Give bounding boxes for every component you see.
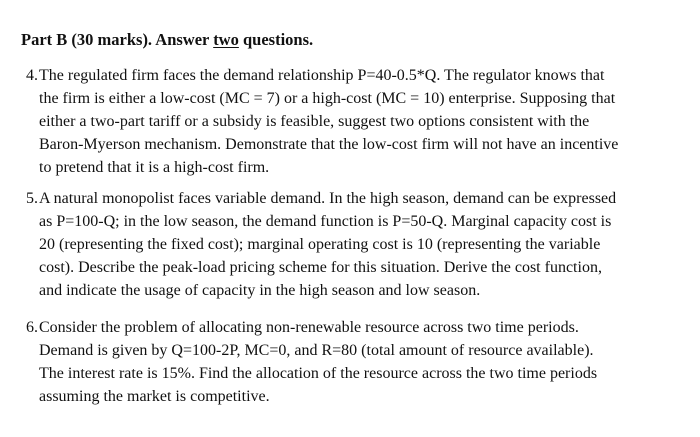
question-line: either a two-part tariff or a subsidy is feasible, suggest two options consistent with the	[39, 113, 590, 130]
question-line: Consider the problem of allocating non-renewable resource across two time periods.	[39, 319, 579, 336]
heading-prefix: Part B (30 marks). Answer	[21, 30, 214, 49]
question-line: A natural monopolist faces variable demand. In the high season, demand can be expressed	[39, 190, 617, 207]
question-line: The regulated firm faces the demand relationship P=40-0.5*Q. The regulator knows that	[39, 67, 605, 84]
question-line: as P=100-Q; in the low season, the demand function is P=50-Q. Marginal capacity cost is	[39, 213, 612, 230]
heading-suffix: questions.	[238, 30, 314, 49]
question-line: assuming the market is competitive.	[39, 388, 270, 405]
question-line: the firm is either a low-cost (MC = 7) or a high-cost (MC = 10) enterprise. Supposing that	[39, 90, 616, 107]
question-line: Baron-Myerson mechanism. Demonstrate that the low-cost firm will not have an incentive	[39, 136, 619, 153]
question-line: The interest rate is 15%. Find the allocation of the resource across the two time periods	[39, 365, 598, 382]
question-number: 5.	[26, 190, 38, 207]
heading-underlined-word: two	[213, 30, 239, 49]
question-text	[39, 187, 695, 302]
question-line: and indicate the usage of capacity in the high season and low season.	[39, 282, 481, 299]
question-text	[39, 316, 695, 408]
question-number: 6.	[26, 319, 38, 336]
question-number: 4.	[26, 67, 38, 84]
question-line: cost). Describe the peak-load pricing scheme for this situation. Derive the cost function,	[39, 259, 602, 276]
question-text	[39, 64, 695, 179]
question-line: 20 (representing the fixed cost); marginal operating cost is 10 (representing the variable	[39, 236, 601, 253]
section-heading	[21, 30, 313, 50]
question-line: to pretend that it is a high-cost firm.	[39, 159, 270, 176]
question-line: Demand is given by Q=100-2P, MC=0, and R=80 (total amount of resource available).	[39, 342, 594, 359]
